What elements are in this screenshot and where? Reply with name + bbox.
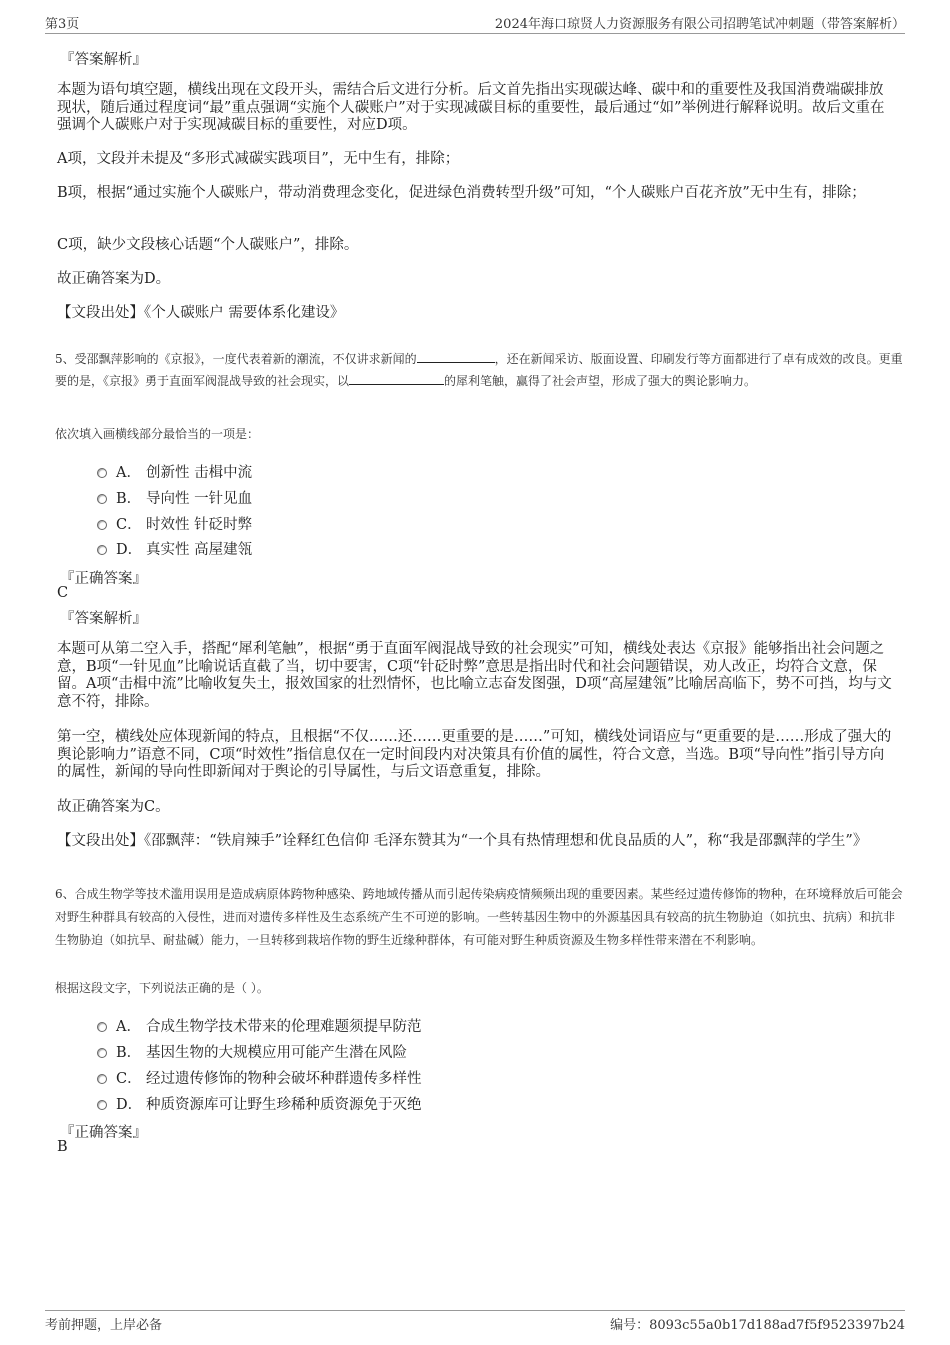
correct-answer: C xyxy=(57,585,69,601)
radio-icon[interactable] xyxy=(97,494,107,504)
radio-icon[interactable] xyxy=(97,1022,107,1032)
document-id: 编号：8093c55a0b17d188ad7f5f9523397b24 xyxy=(610,1318,905,1333)
correct-answer: B xyxy=(57,1139,68,1155)
correct-answer-label: 『正确答案』 xyxy=(60,1125,147,1141)
radio-icon[interactable] xyxy=(97,1074,107,1084)
source-citation: 【文段出处】《个人碳账户 需要体系化建设》 xyxy=(57,305,345,321)
option-c[interactable]: C． 时效性 针砭时弊 xyxy=(97,513,252,533)
question-6-prompt: 根据这段文字，下列说法正确的是（ ）。 xyxy=(55,981,269,995)
option-a[interactable]: A． 创新性 击楫中流 xyxy=(97,461,252,481)
correct-answer-label: 『正确答案』 xyxy=(60,571,147,587)
document-title: 2024年海口琼贤人力资源服务有限公司招聘笔试冲刺题（带答案解析） xyxy=(494,17,905,32)
footer-slogan: 考前押题，上岸必备 xyxy=(45,1318,163,1333)
radio-icon[interactable] xyxy=(97,1100,107,1110)
option-b[interactable]: B． 基因生物的大规模应用可能产生潜在风险 xyxy=(97,1041,407,1061)
analysis-label: 『答案解析』 xyxy=(60,52,147,68)
answer-statement: 故正确答案为D。 xyxy=(57,271,171,287)
radio-icon[interactable] xyxy=(97,520,107,530)
question-5-prompt: 依次填入画横线部分最恰当的一项是： xyxy=(55,427,260,441)
radio-icon[interactable] xyxy=(97,1048,107,1058)
option-a[interactable]: A． 合成生物学技术带来的伦理难题须提早防范 xyxy=(97,1015,422,1035)
option-c[interactable]: C． 经过遗传修饰的物种会破坏种群遗传多样性 xyxy=(97,1067,422,1087)
page-header xyxy=(45,13,905,34)
option-b[interactable]: B． 导向性 一针见血 xyxy=(97,487,252,507)
analysis-label: 『答案解析』 xyxy=(60,611,147,627)
fill-blank-2 xyxy=(349,372,444,385)
radio-icon[interactable] xyxy=(97,468,107,478)
option-d[interactable]: D． 种质资源库可让野生珍稀种质资源免于灭绝 xyxy=(97,1093,422,1113)
source-citation: 【文段出处】《邵飘萍：“铁肩辣手”诠释红色信仰 毛泽东赞其为“一个具有热情理想和优良品质的人”，称“我是邵飘萍的学生”》 xyxy=(57,833,868,849)
page-footer xyxy=(45,1310,905,1333)
analysis-paragraph: 本题为语句填空题，横线出现在文段开头，需结合后文进行分析。后文首先指出实现碳达峰、碳中和的重要性及我国消费端碳排放现状，随后通过程度词“最”重点强调“实施个人碳账户”对于实现减碳目标的重要性，最后通过“如”举例进行解释说明。故后文重在强调个人碳账户对于实现减碳目标的重要性，对应D项。 xyxy=(57,82,885,133)
analysis-paragraph: C项，缺少文段核心话题“个人碳账户”，排除。 xyxy=(57,237,359,253)
option-d[interactable]: D． 真实性 高屋建瓴 xyxy=(97,538,252,558)
question-6-stem: 6、合成生物学等技术滥用误用是造成病原体跨物种感染、跨地域传播从而引起传染病疫情频频出现的重要因素。某些经过遗传修饰的物种，在环境释放后可能会对野生种群具有较高的入侵性，进而对遗传多样性及生态系统产生不可逆的影响。一些转基因生物中的外源基因具有较高的抗生物胁迫（如抗虫、抗病）和抗非生物胁迫（如抗旱、耐盐碱）能力，一旦转移到栽培作物的野生近缘种群体，有可能对野生种质资源及生物多样性带来潜在不利影响。 xyxy=(55,887,903,947)
question-5-stem: 5、受邵飘萍影响的《京报》，一度代表着新的潮流，不仅讲求新闻的 ，还在新闻采访、版面设置、印刷发行等方面都进行了卓有成效的改良。更重要的是，《京报》勇于直面军阀混战导致的社会现实，以 的犀利笔触，赢得了社会声望，形成了强大的舆论影响力。 xyxy=(55,352,903,388)
analysis-paragraph: B项，根据“通过实施个人碳账户，带动消费理念变化，促进绿色消费转型升级”可知，“个人碳账户百花齐放”无中生有，排除； xyxy=(57,185,866,201)
answer-statement: 故正确答案为C。 xyxy=(57,799,170,815)
analysis-paragraph: 第一空，横线处应体现新闻的特点，且根据“不仅……还……更重要的是……”可知，横线处词语应与“更重要的是……形成了强大的舆论影响力”语意不同，C项“时效性”指信息仅在一定时间段内对决策具有价值的属性，符合文意，当选。B项“导向性”指引导方向的属性，新闻的导向性即新闻对于舆论的引导属性，与后文语意重复，排除。 xyxy=(57,729,892,780)
fill-blank-1 xyxy=(417,350,495,363)
radio-icon[interactable] xyxy=(97,545,107,555)
analysis-paragraph: A项，文段并未提及“多形式减碳实践项目”，无中生有，排除； xyxy=(57,151,460,167)
page-number: 第3页 xyxy=(45,17,80,32)
analysis-paragraph: 本题可从第二空入手，搭配“犀利笔触”，根据“勇于直面军阀混战导致的社会现实”可知，横线处表达《京报》能够指出社会问题之意，B项“一针见血”比喻说话直截了当，切中要害，C项“针砭时弊”意思是指出时代和社会问题错误，劝人改正，均符合文意，保留。A项“击楫中流”比喻收复失土，报效国家的壮烈情怀，也比喻立志奋发图强，D项“高屋建瓴”比喻居高临下，势不可挡，均与文意不符，排除。 xyxy=(57,641,892,710)
